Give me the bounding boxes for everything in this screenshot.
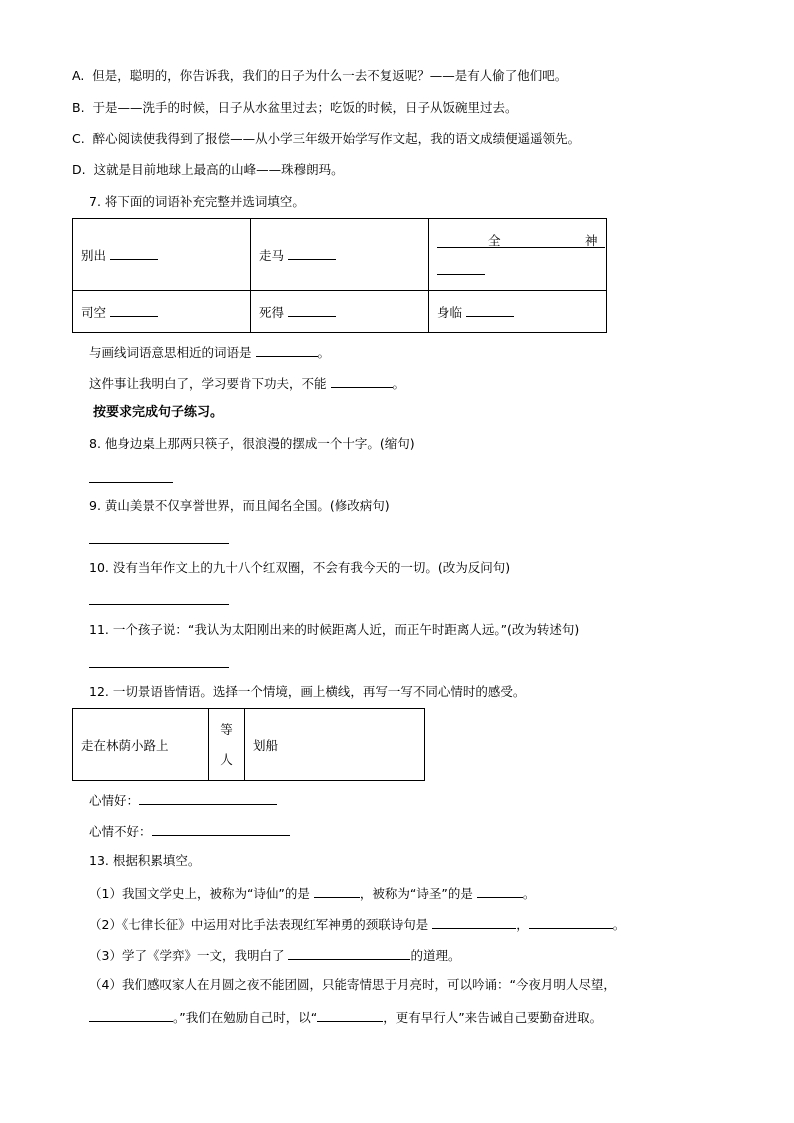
q13-title: 13. 根据积累填空。 <box>89 853 201 868</box>
answer-blank[interactable] <box>466 303 514 317</box>
answer-blank[interactable] <box>317 1008 383 1022</box>
q13-item-1: （1）我国文学史上，被称为“诗仙”的是 ，被称为“诗圣”的是 。 <box>89 886 536 901</box>
q8-answer-line[interactable] <box>89 482 173 483</box>
answer-blank[interactable] <box>256 343 318 357</box>
answer-blank[interactable] <box>432 915 516 929</box>
q12-cell-wait[interactable]: 等 人 <box>209 709 245 781</box>
q10-prompt: 10. 没有当年作文上的九十八个红双圈，不会有我今天的一切。(改为反问句) <box>89 560 511 575</box>
q7-table <box>72 218 607 333</box>
q10-answer-line[interactable] <box>89 604 229 605</box>
q11-answer-line[interactable] <box>89 667 229 668</box>
q12-title: 12. 一切景语皆情语。选择一个情境，画上横线，再写一写不同心情时的感受。 <box>89 684 526 699</box>
answer-blank[interactable] <box>152 822 290 836</box>
answer-blank[interactable] <box>110 246 158 260</box>
q7-sentence-1: 与画线词语意思相近的词语是 。 <box>89 345 331 360</box>
option-c: C. 醉心阅读使我得到了报偿——从小学三年级开始学写作文起，我的语文成绩便遥遥领先。 <box>72 131 581 146</box>
answer-blank[interactable] <box>477 884 523 898</box>
answer-blank[interactable] <box>288 303 336 317</box>
q7-cell-quanshen <box>429 219 607 291</box>
q13-item-4: （4）我们感叹家人在月圆之夜不能团圆，只能寄情思于月亮时，可以吟诵：“今夜月明人尽望， <box>89 977 616 992</box>
q7-cell-sikong: 司空 <box>73 291 251 333</box>
section-heading: 按要求完成句子练习。 <box>93 405 224 420</box>
answer-blank[interactable] <box>288 946 410 960</box>
answer-blank[interactable] <box>288 246 336 260</box>
answer-blank[interactable] <box>331 374 393 388</box>
option-a: A. 但是，聪明的，你告诉我，我们的日子为什么一去不复返呢？——是有人偷了他们吧。 <box>72 68 568 83</box>
q13-item-3: （3）学了《学弈》一文，我明白了 的道理。 <box>89 948 461 963</box>
q7-title: 7. 将下面的词语补充完整并选词填空。 <box>89 194 305 209</box>
q13-item-4-cont: 。”我们在勉励自己时，以“ ，更有早行人”来告诫自己要勤奋进取。 <box>89 1008 602 1026</box>
q7-cell-shenlin: 身临 <box>429 291 607 333</box>
answer-blank[interactable] <box>314 884 360 898</box>
underlined-phrase: 全 神 <box>437 231 605 248</box>
answer-blank[interactable] <box>139 791 277 805</box>
q7-cell-side: 死得 <box>251 291 429 333</box>
q12-table <box>72 708 425 781</box>
q11-prompt: 11. 一个孩子说：“我认为太阳刚出来的时候距离人近，而正午时距离人远。”(改为转述句) <box>89 622 580 637</box>
q13-item-2: （2）《七律长征》中运用对比手法表现红军神勇的颈联诗句是 ， 。 <box>89 917 626 932</box>
answer-blank[interactable] <box>110 303 158 317</box>
q12-bad-mood: 心情不好： <box>89 822 290 840</box>
q7-cell-biechu: 别出 <box>73 219 251 291</box>
q8-prompt: 8. 他身边桌上那两只筷子，很浪漫的摆成一个十字。(缩句) <box>89 436 415 451</box>
q7-sentence-2: 这件事让我明白了，学习要肯下功夫，不能 。 <box>89 376 406 391</box>
q12-cell-walk[interactable]: 走在林荫小路上 <box>73 709 209 781</box>
q12-good-mood: 心情好： <box>89 791 277 809</box>
q9-answer-line[interactable] <box>89 543 229 544</box>
option-d: D. 这就是目前地球上最高的山峰——珠穆朗玛。 <box>72 162 344 177</box>
answer-blank[interactable] <box>529 915 613 929</box>
q9-prompt: 9. 黄山美景不仅享誉世界，而且闻名全国。(修改病句) <box>89 498 390 513</box>
q12-cell-boat[interactable]: 划船 <box>245 709 425 781</box>
answer-blank[interactable] <box>89 1008 173 1022</box>
answer-blank[interactable] <box>437 261 485 275</box>
option-b: B. 于是——洗手的时候，日子从水盆里过去；吃饭的时候，日子从饭碗里过去。 <box>72 100 518 115</box>
q7-cell-zouma: 走马 <box>251 219 429 291</box>
